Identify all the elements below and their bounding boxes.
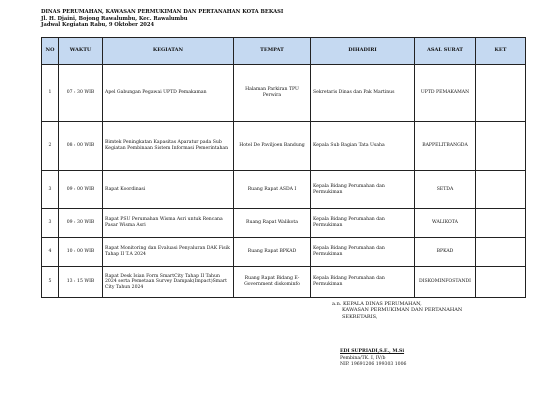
signature-title-1: KEPALA DINAS PERUMAHAN, (342, 301, 422, 307)
cell-no: 3 (42, 171, 59, 209)
cell-ket (476, 122, 526, 171)
cell-waktu: 10 : 00 WIB (59, 238, 103, 267)
signature-title-3: SEKRETARIS, (342, 313, 378, 320)
table-row (42, 171, 526, 209)
cell-tempat: Ruang Rapat BPKAD (234, 238, 311, 267)
column-header-kegiatan: KEGIATAN (103, 38, 234, 65)
cell-asal-surat: BAPPELITBANGDA (415, 122, 476, 171)
cell-ket (476, 65, 526, 122)
cell-kegiatan: Rapat Monitoring dan Evaluasi Penyaluran DAK Fisik Tahap II T.A 2024 (103, 238, 234, 267)
cell-asal-surat: BPKAD (415, 238, 476, 267)
schedule-date: Jadwal Kegiatan Rabu, 9 Oktober 2024 (41, 22, 155, 29)
cell-waktu: 07 : 30 WIB (59, 65, 103, 122)
signer-details (340, 349, 406, 369)
cell-kegiatan: Rapat Desk Isian Form SmartCity Tahap II Tahun 2024 serta Pemetaan Survey Dampak(Impact)Smart City Tahun 2024 (103, 267, 234, 298)
table-row (42, 122, 526, 171)
cell-asal-surat: WALIKOTA (415, 209, 476, 238)
cell-kegiatan: Apel Gabungan Pegawai UPTD Pemakaman (103, 65, 234, 122)
table-row (42, 238, 526, 267)
cell-ket (476, 238, 526, 267)
table-row (42, 65, 526, 122)
column-header-dihadiri: DIHADIRI (311, 38, 415, 65)
cell-asal-surat: UPTD PEMAKAMAN (415, 65, 476, 122)
cell-dihadiri: Kepala Sub Bagian Tata Usaha (311, 122, 415, 171)
document-header (41, 9, 283, 29)
cell-waktu: 08 : 00 WIB (59, 122, 103, 171)
table-row (42, 267, 526, 298)
cell-dihadiri: Kepala Bidang Perumahan dan Permukiman (311, 267, 415, 298)
signer-name: EDI SUPRIADI,S.E., M.Si (340, 349, 405, 354)
cell-ket (476, 209, 526, 238)
cell-tempat: Ruang Rapat Bidang E-Government diskominfo (234, 267, 311, 298)
cell-kegiatan: Rapat PSU Perumahan Wisma Asri untuk Rencana Pasar Wisma Asri (103, 209, 234, 238)
cell-ket (476, 267, 526, 298)
cell-no: 3 (42, 209, 59, 238)
cell-asal-surat: SETDA (415, 171, 476, 209)
cell-ket (476, 171, 526, 209)
cell-waktu: 09 : 30 WIB (59, 209, 103, 238)
signature-block (332, 301, 462, 320)
schedule-table (41, 37, 526, 298)
signature-title-2: KAWASAN PERMUKIMAN DAN PERTANAHAN (342, 307, 463, 314)
cell-no: 2 (42, 122, 59, 171)
cell-dihadiri: Kepala Bidang Perumahan dan Permukiman (311, 238, 415, 267)
signature-an: a.n. (332, 301, 342, 307)
cell-dihadiri: Sekretaris Dinas dan Pak Martinus (311, 65, 415, 122)
cell-waktu: 09 : 00 WIB (59, 171, 103, 209)
cell-asal-surat: DISKOMINFOSTANDI (415, 267, 476, 298)
cell-dihadiri: Kepala Bidang Perumahan dan Permukiman (311, 171, 415, 209)
agency-address: Jl. H. Djaini, Bojong Rawalumbu, Kec. Rawalumbu (41, 15, 188, 22)
table-header-row (42, 38, 526, 65)
agency-name: DINAS PERUMAHAN, KAWASAN PERMUKIMAN DAN PERTANAHAN KOTA BEKASI (41, 9, 284, 15)
cell-kegiatan: Rapat Koordinasi (103, 171, 234, 209)
cell-tempat: Hotel De Paviljoen Bandung (234, 122, 311, 171)
cell-tempat: Halaman Parkiran TPU Perwira (234, 65, 311, 122)
cell-waktu: 13 : 15 WIB (59, 267, 103, 298)
cell-tempat: Ruang Rapat Walikota (234, 209, 311, 238)
signer-rank: Pembina/TK. I, IV/b (340, 355, 386, 361)
cell-dihadiri: Kepala Bidang Perumahan dan Permukiman (311, 209, 415, 238)
table-row (42, 209, 526, 238)
cell-tempat: Ruang Rapat ASDA I (234, 171, 311, 209)
cell-kegiatan: Bimtek Peningkatan Kapasitas Aparatur pada Sub Kegiatan Pembinaan Sistem Informasi Pemerintahan (103, 122, 234, 171)
column-header-no: NO (42, 38, 59, 65)
cell-no: 1 (42, 65, 59, 122)
cell-no: 5 (42, 267, 59, 298)
column-header-asal-surat: ASAL SURAT (415, 38, 476, 65)
cell-no: 4 (42, 238, 59, 267)
column-header-waktu: WAKTU (59, 38, 103, 65)
signer-nip: NIP. 19691206 199303 1006 (340, 362, 407, 368)
column-header-tempat: TEMPAT (234, 38, 311, 65)
column-header-ket: KET (476, 38, 526, 65)
